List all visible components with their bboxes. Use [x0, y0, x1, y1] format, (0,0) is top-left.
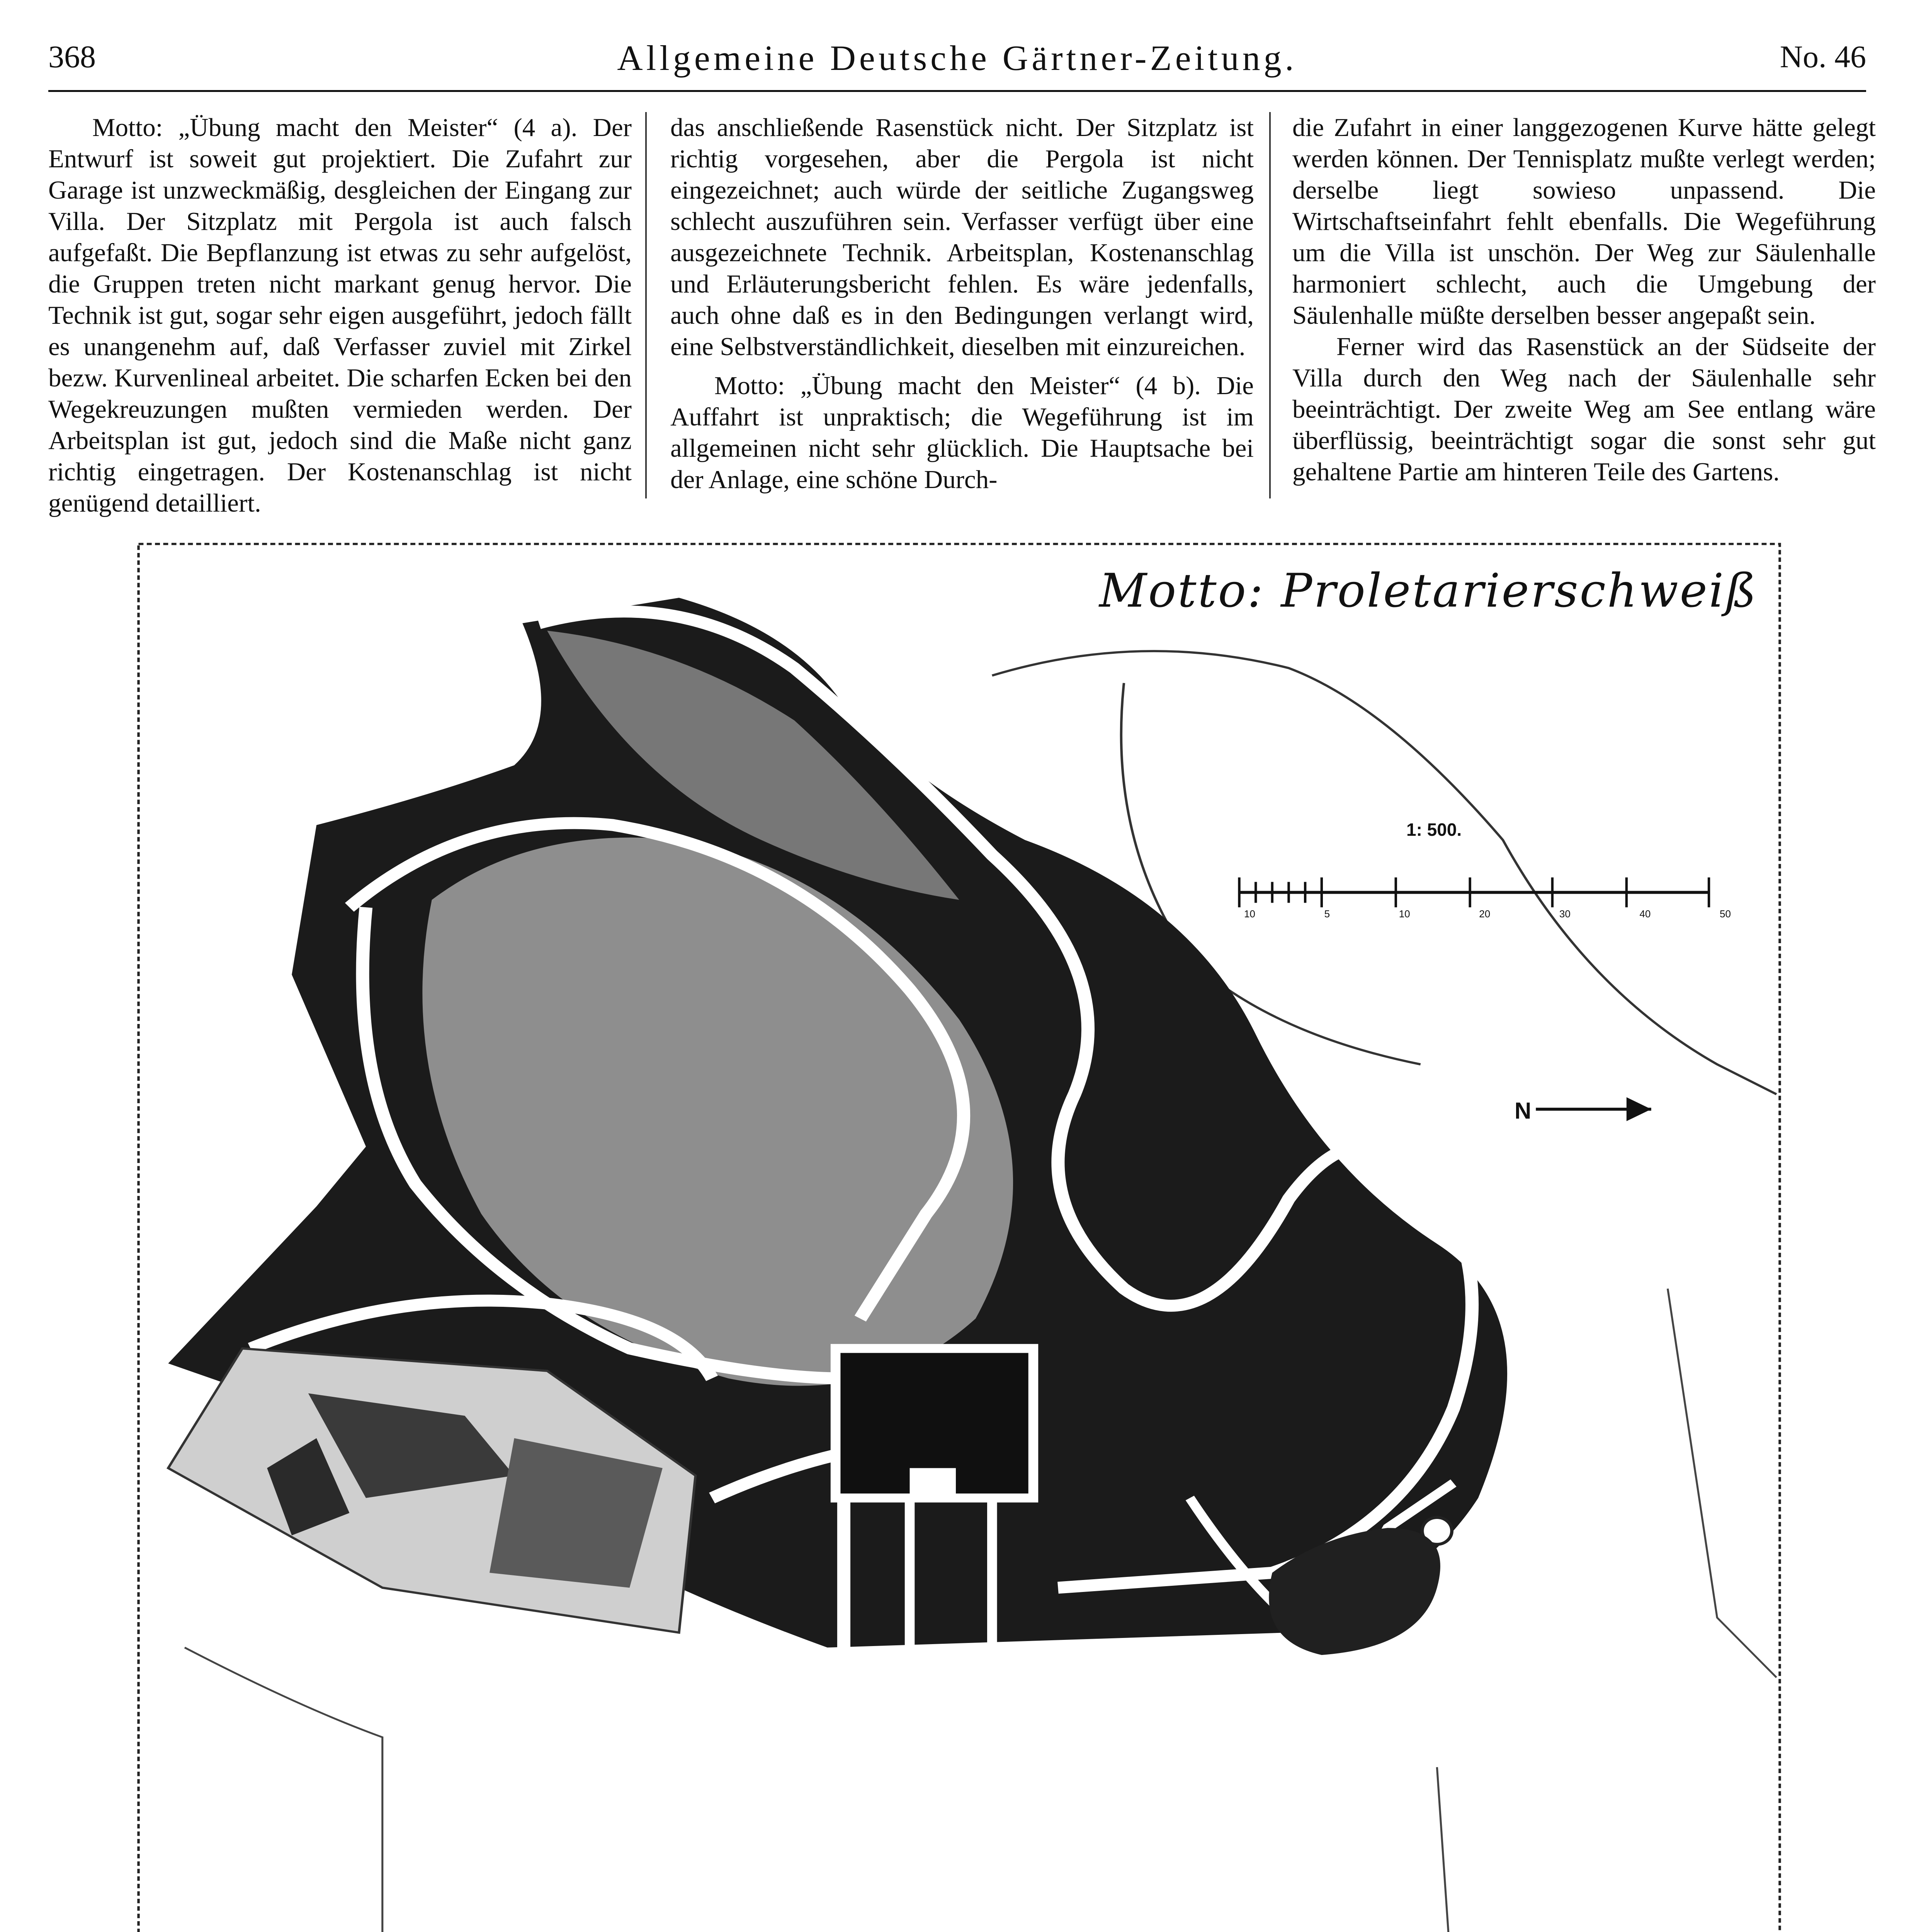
page-number: 368: [48, 39, 96, 74]
scale-tick-label: 10: [1244, 908, 1255, 920]
paragraph: Motto: „Übung macht den Meister“ (4 a). Der Entwurf ist soweit gut projektiert. Die Zufahrt zur Garage ist unzweckmäßig, desgleichen der Eingang zur Villa. Der Sitzplatz mit Pergola ist auch falsch aufgefaßt. Die Bepflanzung ist etwas zu sehr aufgelöst, die Gruppen treten nicht markant genug hervor. Die Technik ist gut, sogar sehr eigen ausgeführt, jedoch fällt es unangenehm auf, daß Verfasser zuviel mit Zirkel bezw. Kurvenlineal arbeitet. Die scharfen Ecken bei den Wegekreuzungen mußten vermieden werden. Der Arbeitsplan ist gut, jedoch sind die Maße nicht ganz richtig eingetragen. Der Kostenanschlag ist nicht genügend detailliert.: [48, 113, 632, 517]
page-header: [48, 21, 1866, 79]
scale-tick-label: 50: [1720, 908, 1731, 920]
paragraph: das anschließende Rasenstück nicht. Der Sitzplatz ist richtig vorgesehen, aber die Pergola ist nicht eingezeichnet; auch würde der seitliche Zugangsweg schlecht auszuführen sein. Verfasser verfügt über eine ausgezeichnete Technik. Arbeitsplan, Kostenanschlag und Erläuterungsbericht fehlen. Es wäre jedenfalls, auch ohne daß es in den Bedingungen verlangt wird, eine Selbstverständlichkeit, dieselben mit einzureichen.: [670, 113, 1254, 361]
handwritten-motto: Motto: Proletarierschweiß: [1099, 564, 1758, 618]
header-rule: [48, 90, 1866, 92]
column-divider: [1269, 112, 1271, 498]
journal-title: Allgemeine Deutsche Gärtner-Zeitung.: [617, 38, 1297, 78]
top-column-3: [1292, 112, 1876, 488]
scale-tick-label: 5: [1324, 908, 1330, 920]
paragraph: Ferner wird das Rasenstück an der Südseite der Villa durch den Weg nach der Säulenhalle sehr beeinträchtigt. Der zweite Weg am See entlang wäre überflüssig, beeinträchtigt sogar die sonst sehr gut gehaltene Partie am hinteren Teile des Gartens.: [1292, 332, 1876, 486]
villa-terrace: [910, 1468, 956, 1495]
column-divider: [645, 112, 647, 498]
paragraph: Motto: „Übung macht den Meister“ (4 b). Die Auffahrt ist unpraktisch; die Wegeführung ist im allgemeinen nicht sehr glücklich. Die Hauptsache bei der Anlage, eine schöne Durch-: [670, 371, 1254, 494]
scale-tick-label: 20: [1479, 908, 1491, 920]
top-column-1: [48, 112, 632, 519]
scale-label: 1: 500.: [1406, 820, 1462, 840]
paragraph: die Zufahrt in einer langgezogenen Kurve hätte gelegt werden können. Der Tennisplatz mußte verlegt werden; derselbe liegt sowieso unpassend. Die Wirtschaftseinfahrt fehlt ebenfalls. Die Wegeführung um die Villa ist unschön. Der Weg zur Säulenhalle harmoniert schlecht, auch die Umgebung der Säulenhalle müßte derselben besser angepaßt sein.: [1292, 113, 1876, 330]
garden-plan-drawing: [135, 541, 1783, 1932]
issue-number: No. 46: [1780, 39, 1866, 74]
scale-tick-label: 40: [1639, 908, 1651, 920]
north-label: N: [1515, 1098, 1532, 1124]
scale-tick-labels: [1244, 908, 1731, 920]
scale-tick-label: 30: [1559, 908, 1571, 920]
top-column-2: [670, 112, 1254, 495]
garden-plan-figure: [135, 541, 1783, 1932]
scale-tick-label: 10: [1399, 908, 1410, 920]
